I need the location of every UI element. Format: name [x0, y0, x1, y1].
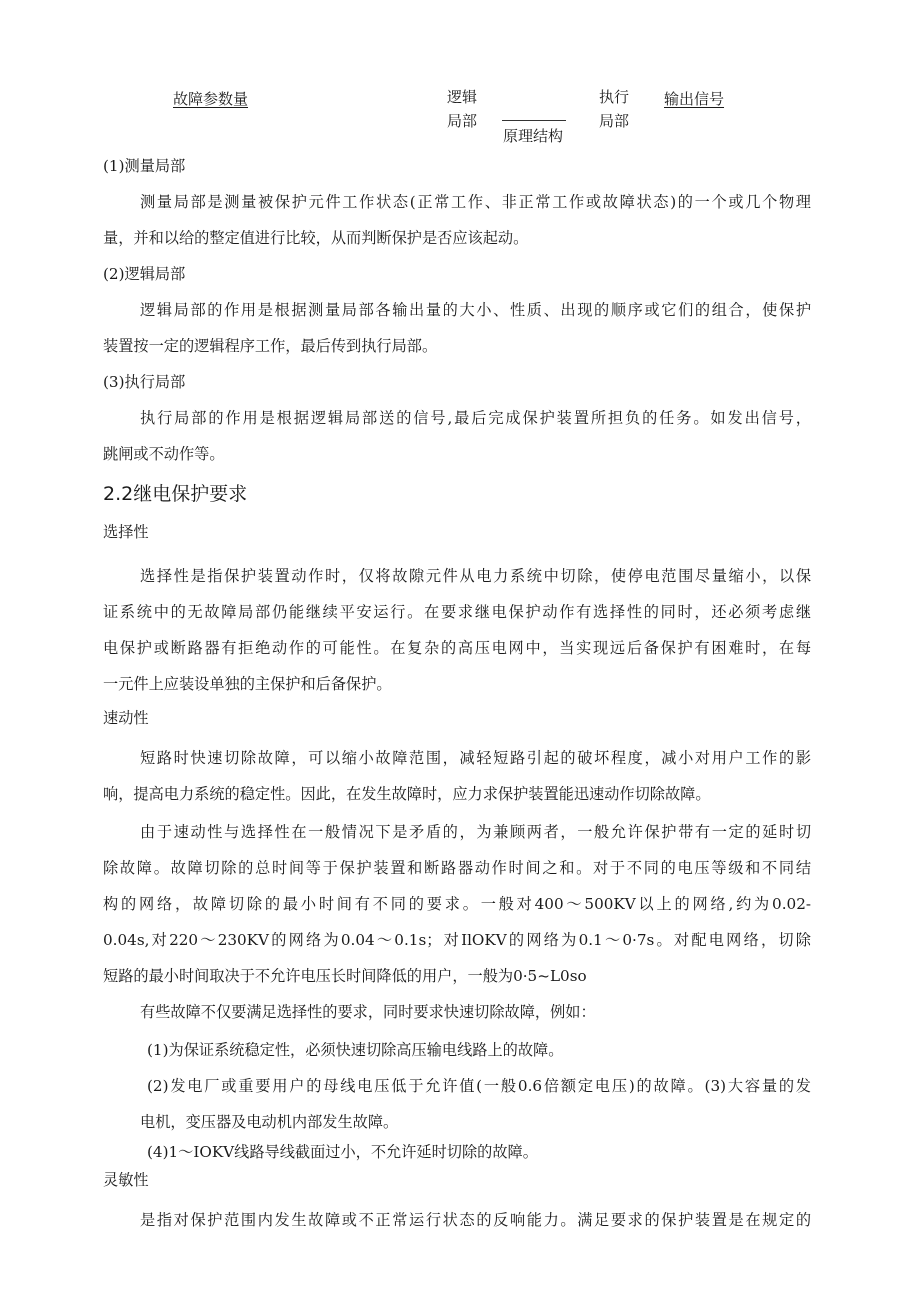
heading-measure: (1)测量局部	[103, 157, 186, 175]
diagram-output-label: 输出信号	[664, 90, 725, 108]
paragraph-sensitivity: 是指对保护范围内发生故障或不正常运行状态的反响能力。满足要求的保护装置是在规定的	[140, 1211, 811, 1229]
paragraph-measure: 测量局部是测量被保护元件工作状态(正常工作、非正常工作或故障状态)的一个或几个物理 量，并和以给的整定值进行比较，从而判断保护是否应该起动。	[103, 193, 811, 247]
list-item: (4)1〜IOKV线路导线截面过小，不允许延时切除的故障。	[147, 1143, 538, 1161]
paragraph-logic: 逻辑局部的作用是根据测量局部各输出量的大小、性质、出现的顺序或它们的组合，使保护 装置按一定的逻辑程序工作，最后传到执行局部。	[103, 301, 811, 355]
heading-logic: (2)逻辑局部	[103, 265, 186, 283]
paragraph-speed-3: 有些故障不仅要满足选择性的要求，同时要求快速切除故障，例如：	[140, 1003, 596, 1021]
list-item: 电机，变压器及电动机内部发生故障。	[140, 1113, 399, 1131]
heading-selectivity: 选择性	[103, 523, 149, 541]
paragraph-speed-2: 由于速动性与选择性在一般情况下是矛盾的，为兼顾两者，一般允许保护带有一定的延时切 除故障。故障切除的总时间等于保护装置和断路器动作时间之和。对于不同的电压等级和不同结 构的网络，故障切除的最小时间有不同的要求。一般对400〜500KV以上的网络,约为0.02- 0.04s,对220〜230KV的网络为0.04〜0.1s；对IlOKV的网络为0.1〜0·7s。对配电网络，切除 短路的最小时间取决于不允许电压长时间降低的用户，一般为0·5~L0so	[103, 823, 811, 985]
diagram-connector-line	[502, 120, 566, 121]
list-item: (2)发电厂或重要用户的母线电压低于允许值(一般0.6倍额定电压)的故障。(3)大容量的发	[147, 1077, 811, 1095]
section-heading-2-2: 2.2继电保护要求	[103, 483, 248, 505]
paragraph-speed-1: 短路时快速切除故障，可以缩小故障范围，减轻短路引起的破坏程度，减小对用户工作的影 响，提高电力系统的稳定性。因此，在发生故障时，应力求保护装置能迅速动作切除故障。	[103, 749, 811, 803]
list-item: (1)为保证系统稳定性，必须快速切除高压输电线路上的故障。	[147, 1041, 564, 1059]
paragraph-exec: 执行局部的作用是根据逻辑局部送的信号,最后完成保护装置所担负的任务。如发出信号， 跳闸或不动作等。	[103, 409, 811, 463]
diagram-exec-label-1: 执行	[599, 88, 630, 106]
diagram-exec-label-2: 局部	[599, 112, 630, 130]
paragraph-selectivity: 选择性是指保护装置动作时，仅将故隙元件从电力系统中切除，使停电范围尽量缩小，以保 证系统中的无故障局部仍能继续平安运行。在要求继电保护动作有选择性的同时，还必须考虑继 电保护或断路器有拒绝动作的可能性。在复杂的高压电网中，当实现远后备保护有困难时，在每 一元件上应装设单独的主保护和后备保护。	[103, 567, 811, 693]
diagram-logic-label-2: 局部	[447, 112, 478, 130]
diagram-logic-label-1: 逻辑	[447, 88, 478, 106]
heading-sensitivity: 灵敏性	[103, 1171, 149, 1189]
heading-exec: (3)执行局部	[103, 373, 186, 391]
heading-speed: 速动性	[103, 709, 149, 727]
diagram-input-label: 故障参数量	[173, 90, 249, 108]
diagram-caption: 原理结构	[503, 127, 564, 145]
list-speed-items	[103, 1032, 811, 1170]
